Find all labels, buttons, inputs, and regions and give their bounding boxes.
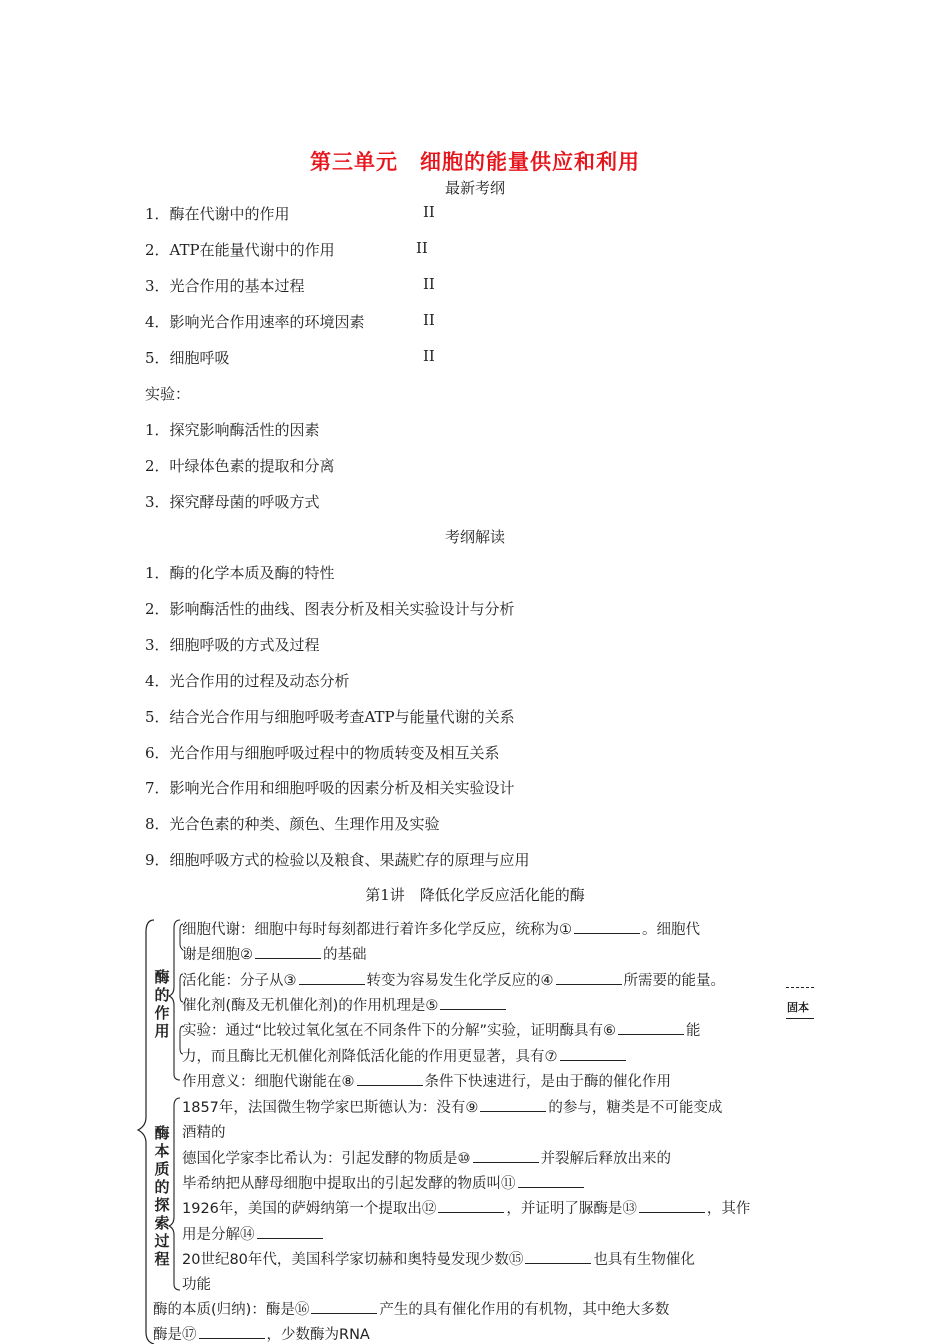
interpretation-item: 6．光合作用与细胞呼吸过程中的物质转变及相互关系 — [145, 743, 500, 762]
answer-blank — [618, 1020, 684, 1035]
side-tag-rule — [786, 1018, 814, 1019]
mindmap-text: 实验：通过“比较过氧化氢在不同条件下的分解”实验，证明酶具有⑥ — [182, 1023, 617, 1040]
answer-blank — [199, 1324, 265, 1339]
syllabus-item: 1．酶在代谢中的作用 — [145, 205, 290, 223]
mindmap-text: 催化剂(酶及无机催化剂)的作用机理是⑤ — [182, 997, 439, 1014]
answer-blank — [299, 970, 365, 985]
answer-blank — [556, 970, 622, 985]
mindmap-text: 转变为容易发生化学反应的④ — [366, 972, 554, 989]
mindmap-text: 力，而且酶比无机催化剂降低活化能的作用更显著，具有⑦ — [182, 1048, 558, 1065]
mindmap-line-function — [182, 943, 367, 964]
label-char: 质 — [154, 1160, 170, 1178]
experiment-item: 1．探究影响酶活性的因素 — [145, 421, 320, 439]
mindmap-text: 产生的具有催化作用的有机物，其中绝大多数 — [379, 1302, 670, 1318]
mindmap-text: 条件下快速进行，是由于酶的催化作用 — [424, 1073, 671, 1090]
mindmap-text: 酶是⑰ — [153, 1327, 197, 1344]
interpretation-item: 2．影响酶活性的曲线、图表分析及相关实验设计与分析 — [145, 599, 515, 618]
interpretation-item: 4．光合作用的过程及动态分析 — [145, 671, 350, 690]
interpretation-item: 5．结合光合作用与细胞呼吸考查ATP与能量代谢的关系 — [145, 707, 515, 726]
syllabus-item: 2．ATP在能量代谢中的作用 — [145, 241, 335, 259]
label-char: 本 — [154, 1142, 170, 1160]
mindmap-text: 的基础 — [323, 947, 367, 964]
syllabus-item: 5．细胞呼吸 — [145, 349, 230, 367]
unit-title: 第三单元 细胞的能量供应和利用 — [310, 150, 640, 174]
mindmap-line-function — [182, 994, 508, 1015]
mindmap-text: 毕希纳把从酵母细胞中提取出的引起发酵的物质叫⑪ — [182, 1175, 516, 1192]
mindmap-text: 能 — [686, 1023, 701, 1040]
label-char: 酶 — [154, 968, 170, 986]
syllabus-level: II — [423, 275, 435, 293]
mindmap-text: 1857年，法国微生物学家巴斯德认为：没有⑨ — [182, 1100, 479, 1116]
mindmap-text: 。细胞代 — [642, 922, 700, 938]
syllabus-level: II — [423, 203, 435, 221]
side-tag-dash — [786, 987, 814, 988]
mindmap-text: 活化能：分子从③ — [182, 972, 297, 989]
mindmap-line-discovery — [182, 1147, 671, 1168]
answer-blank — [440, 995, 506, 1010]
mindmap-line-function — [182, 918, 700, 939]
interpretation-heading: 考纲解读 — [444, 528, 505, 546]
mindmap-line-discovery — [182, 1273, 211, 1294]
answer-blank — [574, 919, 640, 934]
answer-blank — [255, 944, 321, 959]
answer-blank — [560, 1046, 626, 1061]
answer-blank — [311, 1299, 377, 1314]
mindmap-text: 也具有生物催化 — [593, 1251, 695, 1268]
mindmap-line-discovery — [182, 1197, 750, 1218]
mindmap-line-function — [182, 1070, 671, 1091]
answer-blank — [357, 1071, 423, 1086]
interpretation-item: 3．细胞呼吸的方式及过程 — [145, 635, 320, 654]
experiment-item: 3．探究酵母菌的呼吸方式 — [145, 493, 320, 511]
mindmap-text: ，并证明了脲酶是⑬ — [506, 1201, 637, 1218]
mindmap-line-discovery — [182, 1096, 722, 1117]
mindmap-line-discovery — [182, 1121, 226, 1142]
label-char: 过 — [154, 1232, 170, 1250]
mindmap-text: 用是分解⑭ — [182, 1226, 255, 1243]
experiment-item: 2．叶绿体色素的提取和分离 — [145, 457, 335, 475]
syllabus-level: II — [423, 347, 435, 365]
mindmap-text: 德国化学家李比希认为：引起发酵的物质是⑩ — [182, 1150, 471, 1167]
mindmap-line-nature — [153, 1323, 370, 1344]
label-char: 的 — [154, 986, 170, 1004]
label-char: 作 — [154, 1004, 170, 1022]
mindmap-text: 所需要的能量。 — [623, 972, 725, 989]
answer-blank — [257, 1224, 323, 1239]
label-char: 程 — [154, 1250, 170, 1268]
mindmap-text: 酒精的 — [182, 1125, 226, 1142]
interpretation-item: 9．细胞呼吸方式的检验以及粮食、果蔬贮存的原理与应用 — [145, 851, 530, 870]
label-char: 索 — [154, 1214, 170, 1232]
mindmap-text: ，其作 — [706, 1201, 751, 1218]
answer-blank — [639, 1198, 705, 1213]
label-enzyme-discovery — [153, 1124, 171, 1268]
mindmap-text: 的参与，糖类是不可能变成 — [548, 1100, 723, 1116]
answer-blank — [438, 1198, 504, 1213]
mindmap-text: ，少数酶为RNA — [266, 1327, 370, 1344]
mindmap-text: 作用意义：细胞代谢能在⑧ — [182, 1073, 355, 1090]
interpretation-item: 1．酶的化学本质及酶的特性 — [145, 564, 335, 582]
mindmap-line-discovery — [182, 1223, 325, 1244]
mindmap-line-nature — [153, 1298, 669, 1319]
mindmap-line-function — [182, 1019, 701, 1040]
answer-blank — [473, 1148, 539, 1163]
label-char: 探 — [154, 1196, 170, 1214]
mindmap-line-discovery — [182, 1172, 586, 1193]
syllabus-item: 3．光合作用的基本过程 — [145, 277, 305, 295]
label-enzyme-function — [153, 968, 171, 1040]
syllabus-heading: 最新考纲 — [444, 179, 505, 197]
mindmap-text: 并裂解后释放出来的 — [540, 1150, 671, 1167]
mindmap-text: 细胞代谢：细胞中每时每刻都进行着许多化学反应，统称为① — [182, 922, 572, 938]
mindmap-text: 酶的本质(归纳)：酶是⑯ — [153, 1302, 310, 1318]
label-char: 的 — [154, 1178, 170, 1196]
side-tag: 固本 — [787, 1001, 809, 1014]
label-char: 酶 — [154, 1124, 170, 1142]
mindmap-line-discovery — [182, 1248, 695, 1269]
answer-blank — [518, 1173, 584, 1188]
mindmap-line-function — [182, 969, 725, 990]
syllabus-item: 4．影响光合作用速率的环境因素 — [145, 313, 365, 331]
lecture-title: 第1讲 降低化学反应活化能的酶 — [365, 886, 585, 904]
experiments-label: 实验： — [145, 385, 191, 403]
outer-brace — [138, 920, 154, 1344]
interpretation-item: 7．影响光合作用和细胞呼吸的因素分析及相关实验设计 — [145, 779, 515, 798]
mindmap-text: 20世纪80年代，美国科学家切赫和奥特曼发现少数⑮ — [182, 1251, 524, 1268]
interpretation-item: 8．光合色素的种类、颜色、生理作用及实验 — [145, 815, 440, 834]
answer-blank — [525, 1249, 591, 1264]
mindmap-line-function — [182, 1045, 628, 1066]
mindmap-text: 功能 — [182, 1277, 211, 1294]
syllabus-level: II — [423, 311, 435, 329]
mindmap-text: 1926年，美国的萨姆纳第一个提取出⑫ — [182, 1201, 437, 1218]
label-char: 用 — [154, 1022, 170, 1040]
answer-blank — [480, 1097, 546, 1112]
mindmap-text: 谢是细胞② — [182, 947, 253, 964]
syllabus-level: II — [416, 239, 428, 257]
